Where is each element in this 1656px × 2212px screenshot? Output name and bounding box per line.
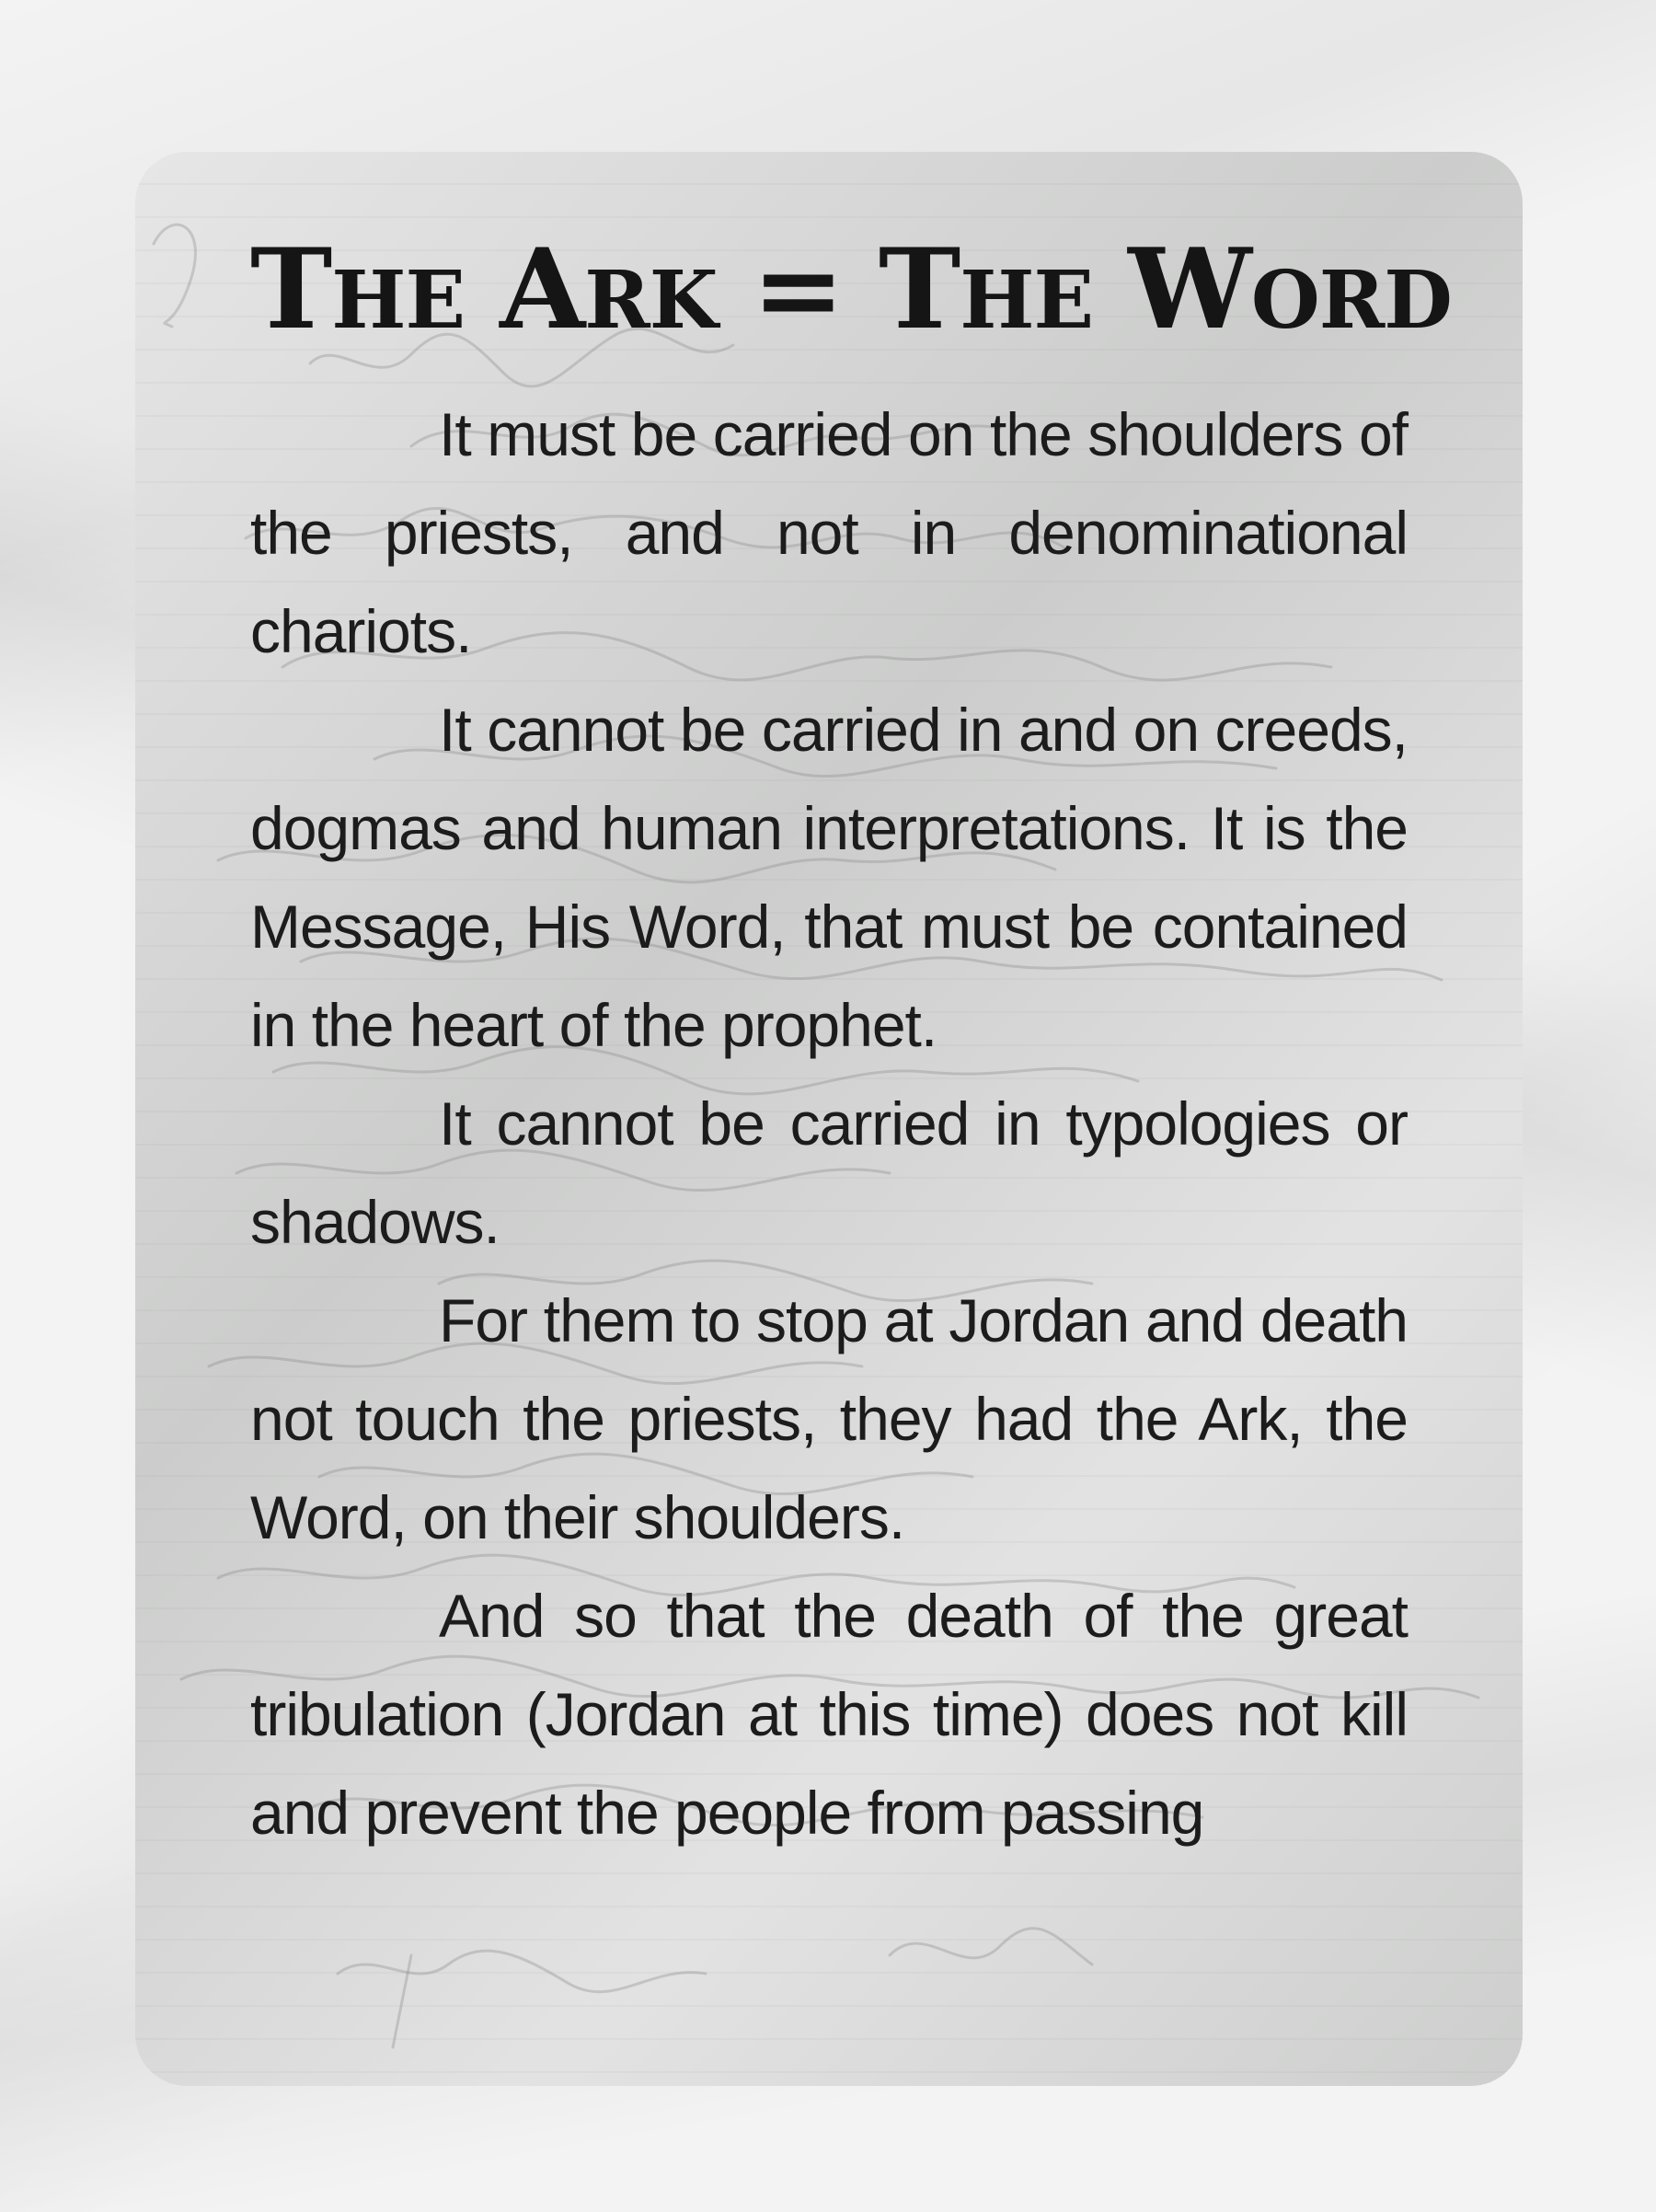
paragraph: It cannot be carried in and on creeds, dogmas and human interpretations. It is the Message, His Word, that must be contained in the heart of the prophet. bbox=[250, 696, 1408, 1059]
paragraph: It must be carried on the shoulders of the priests, and not in denominational chariots. bbox=[250, 400, 1408, 665]
paragraph: For them to stop at Jordan and death not touch the priests, they had the Ark, the Word, on their shoulders. bbox=[250, 1286, 1408, 1551]
body-text bbox=[250, 386, 1408, 1862]
page-title: THE ARK = THE WORD bbox=[250, 225, 1452, 354]
content-card bbox=[135, 152, 1523, 2086]
paragraph: And so that the death of the great tribulation (Jordan at this time) does not kill and prevent the people from passing bbox=[250, 1582, 1408, 1847]
card-content bbox=[250, 225, 1452, 1862]
paragraph: It cannot be carried in typologies or shadows. bbox=[250, 1089, 1408, 1256]
